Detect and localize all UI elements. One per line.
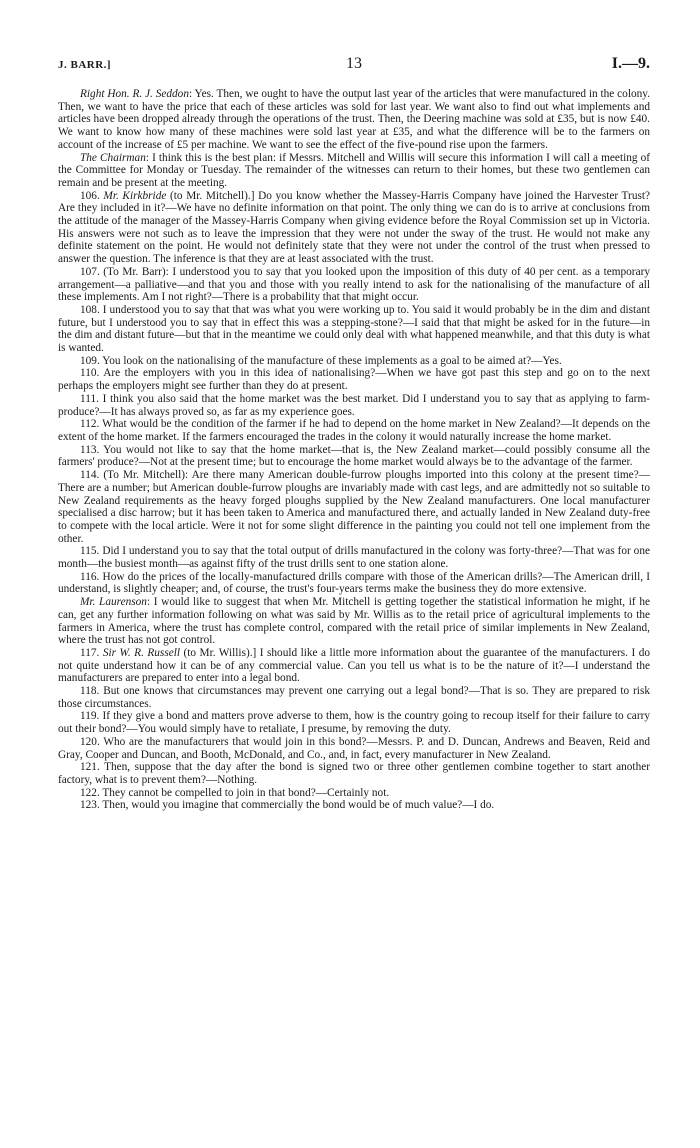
paragraph-text: I think you also said that the home market was the best market. Did I understand you to say that as applying to farm-produce?—It has always proved so, as far as my experience goes. xyxy=(58,392,650,418)
paragraph-text: How do the prices of the locally-manufactured drills compare with those of the American drills?—The American drill, I understand, is slightly cheaper; and, of course, the trust's four-years terms make the business they do more extensive. xyxy=(58,570,651,596)
witness-name: J. BARR.] xyxy=(58,59,112,71)
question-number: 120. xyxy=(80,735,100,748)
paragraph-text: Are the employers with you in this idea of nationalising?—When we have got past this step and go on to the next perhaps the employers might see further than they do at present. xyxy=(58,367,651,393)
question-number: 114. xyxy=(80,469,100,482)
question-number: 119. xyxy=(80,710,100,723)
speaker-name: Sir W. R. Russell xyxy=(102,646,181,659)
question-number: 112. xyxy=(80,418,100,431)
paragraph-text: I understood you to say that that was what you were working up to. You said it would probably be in the dim and distant future, but I understood you to say that in effect this was a stepping-stone?—I said that that might be asked for in the future—in the dim and distant future—but that in the meantime we could only deal with what happened meanwhile, and that this duty is what is wanted. xyxy=(58,303,650,355)
paragraph xyxy=(58,736,650,761)
paragraph xyxy=(58,190,650,266)
paragraph xyxy=(58,266,650,304)
paragraph-text: You look on the nationalising of the manufacture of these implements as a goal to be aimed at?—Yes. xyxy=(102,354,562,367)
paragraph xyxy=(58,596,650,647)
paragraph xyxy=(58,571,650,596)
paragraph xyxy=(58,685,650,710)
question-number: 107. xyxy=(80,265,100,278)
question-number: 117. xyxy=(80,646,100,659)
paragraph-text: But one knows that circumstances may prevent one carrying out a legal bond?—That is so. They are prepared to risk those circumstances. xyxy=(58,685,650,710)
paragraph-text: You would not like to say that the home market—that is, the New Zealand market—could possibly consume all the farmers' produce?—Not at the present time; but to encourage the home market would always be to the advantage of the farmer. xyxy=(58,443,650,469)
paragraph-text: : I would like to suggest that when Mr. Mitchell is getting together the statistical information he might, if he can, get any further information following on what was said by Mr. Willis as to the retail price of agricultural implements to the farmers in America, where the trust has complete control, compared with the retail price of similar implements in New Zealand, where the trust has not got control. xyxy=(58,596,650,647)
paragraph-text: (To Mr. Barr): I understood you to say that you looked upon the imposition of this duty of 40 per cent. as a temporary arrangement—a palliative—and that you and those with you really intend to ask for the nationalising of the manufacture of all these implements. Am I not right?—There is a probability that that might occur. xyxy=(58,265,650,304)
paragraph xyxy=(58,710,650,735)
paragraph xyxy=(58,418,650,443)
question-number: 110. xyxy=(80,367,100,380)
question-number: 111. xyxy=(80,392,99,405)
paragraph-text: (to Mr. Willis).] I should like a little more information about the guarantee of the manufacturers. I do not quite understand how it can be of any commercial value. Can you tell us what is to be the nature of it?—I understand the manufacturers are prepared to enter into a legal bond. xyxy=(58,646,651,685)
paragraph-text: : I think this is the best plan: if Messrs. Mitchell and Willis will secure this information I will call a meeting of the Committee for Monday or Tuesday. The remainder of the witnesses can return to their homes, but these two gentlemen can remain and be present at the meeting. xyxy=(58,151,651,189)
question-number: 123. xyxy=(80,799,100,812)
speaker-name: Right Hon. R. J. Seddon xyxy=(80,88,189,100)
paragraph-text: Who are the manufacturers that would join in this bond?—Messrs. P. and D. Duncan, Andrews and Beaven, Reid and Gray, Cooper and Duncan, and Booth, McDonald, and Co., and, in fact, every manufacturer in New Zealand. xyxy=(58,735,650,761)
page-header xyxy=(58,55,650,79)
speaker-name: Mr. Kirkbride xyxy=(103,189,167,202)
paragraph-text: Did I understand you to say that the total output of drills manufactured in the colony was forty-three?—That was for one month—the busiest month—as against fifty of the trust drills sent to one station alone. xyxy=(58,545,650,571)
question-number: 109. xyxy=(80,354,100,367)
paragraph xyxy=(58,393,650,418)
speaker-name: The Chairman xyxy=(80,151,146,164)
page-number: 13 xyxy=(346,55,362,72)
question-number: 116. xyxy=(80,570,100,583)
paragraph-text: Then, would you imagine that commercially the bond would be of much value?—I do. xyxy=(102,799,495,812)
question-number: 108. xyxy=(80,303,100,316)
paragraph-text: What would be the condition of the farmer if he had to depend on the home market in New Zealand?—It depends on the extent of the home market. If the farmers encouraged the trades in the colony it would naturally increase the home market. xyxy=(58,418,650,443)
paragraph xyxy=(58,545,650,570)
paragraph xyxy=(58,152,650,190)
question-number: 122. xyxy=(80,786,100,799)
paragraph xyxy=(58,444,650,469)
paragraph-text: If they give a bond and matters prove adverse to them, how is the country going to recoup itself for their failure to carry out their bond?—You would simply have to retaliate, I presume, by removing the duty. xyxy=(58,710,650,736)
document-reference: I.—9. xyxy=(611,55,650,72)
paragraph-text: Then, suppose that the day after the bond is signed two or three other gentlemen combine together to start another factory, what is to prevent them?—Nothing. xyxy=(58,761,650,786)
paragraph xyxy=(58,367,650,392)
document-body xyxy=(58,88,650,812)
question-number: 118. xyxy=(80,685,100,698)
paragraph xyxy=(58,787,650,800)
paragraph xyxy=(58,469,650,545)
paragraph-text: : Yes. Then, we ought to have the output last year of the articles that were manufactured in the colony. Then, we want to have the price that each of these articles was sold for last year. We want also to find out what implements and articles have been dropped already through the operations of the trust. Then, the Deering machine was sold at £35, but is now £40. We want to know how many of these machines were sold last year at £35, and what the difference will be to the farmers on account of the increase of £5 per machine. We want to see the effect of the five-pound rise upon the farmers. xyxy=(58,88,651,151)
paragraph xyxy=(58,761,650,786)
paragraph xyxy=(58,304,650,355)
paragraph-text: (To Mr. Mitchell): Are there many American double-furrow ploughs imported into this colony at the present time?—There are a number; but American double-furrow ploughs are invariably made with cast legs, and are admittedly not so suitable to New Zealand requirements as the heavy forged ploughs supplied by the New Zealand manufacturers. One local manufacturer specialised a disc harrow; but it has been taken to America and manufactured there, and actually landed in New Zealand duty-free to compete with the local article. Were it not for some slight difference in the painting you could not tell one implement from the other. xyxy=(58,469,651,545)
question-number: 115. xyxy=(80,545,100,558)
paragraph-text: They cannot be compelled to join in that bond?—Certainly not. xyxy=(102,786,390,799)
question-number: 121. xyxy=(80,761,100,774)
paragraph xyxy=(58,799,650,812)
paragraph xyxy=(58,647,650,685)
question-number: 106. xyxy=(80,189,100,202)
question-number: 113. xyxy=(80,443,100,456)
speaker-name: Mr. Laurenson xyxy=(80,596,147,609)
paragraph-text: (to Mr. Mitchell).] Do you know whether the Massey-Harris Company have joined the Harvester Trust? Are they included in it?—We have no definite information on that point. The only thing we can do is to arrive at conclusions from the attitude of the manager of the Massey-Harris Company when giving evidence before the Royal Commission set up in Victoria. His answers were not such as to leave the impression that they were not under the sway of the trust. He would not make any definite statement on the point. He would not definitely state that they were not under the control of the trust when pressed to answer the question. The inference is that they are at least associated with the trust. xyxy=(58,189,651,266)
paragraph xyxy=(58,355,650,368)
paragraph xyxy=(58,88,650,152)
